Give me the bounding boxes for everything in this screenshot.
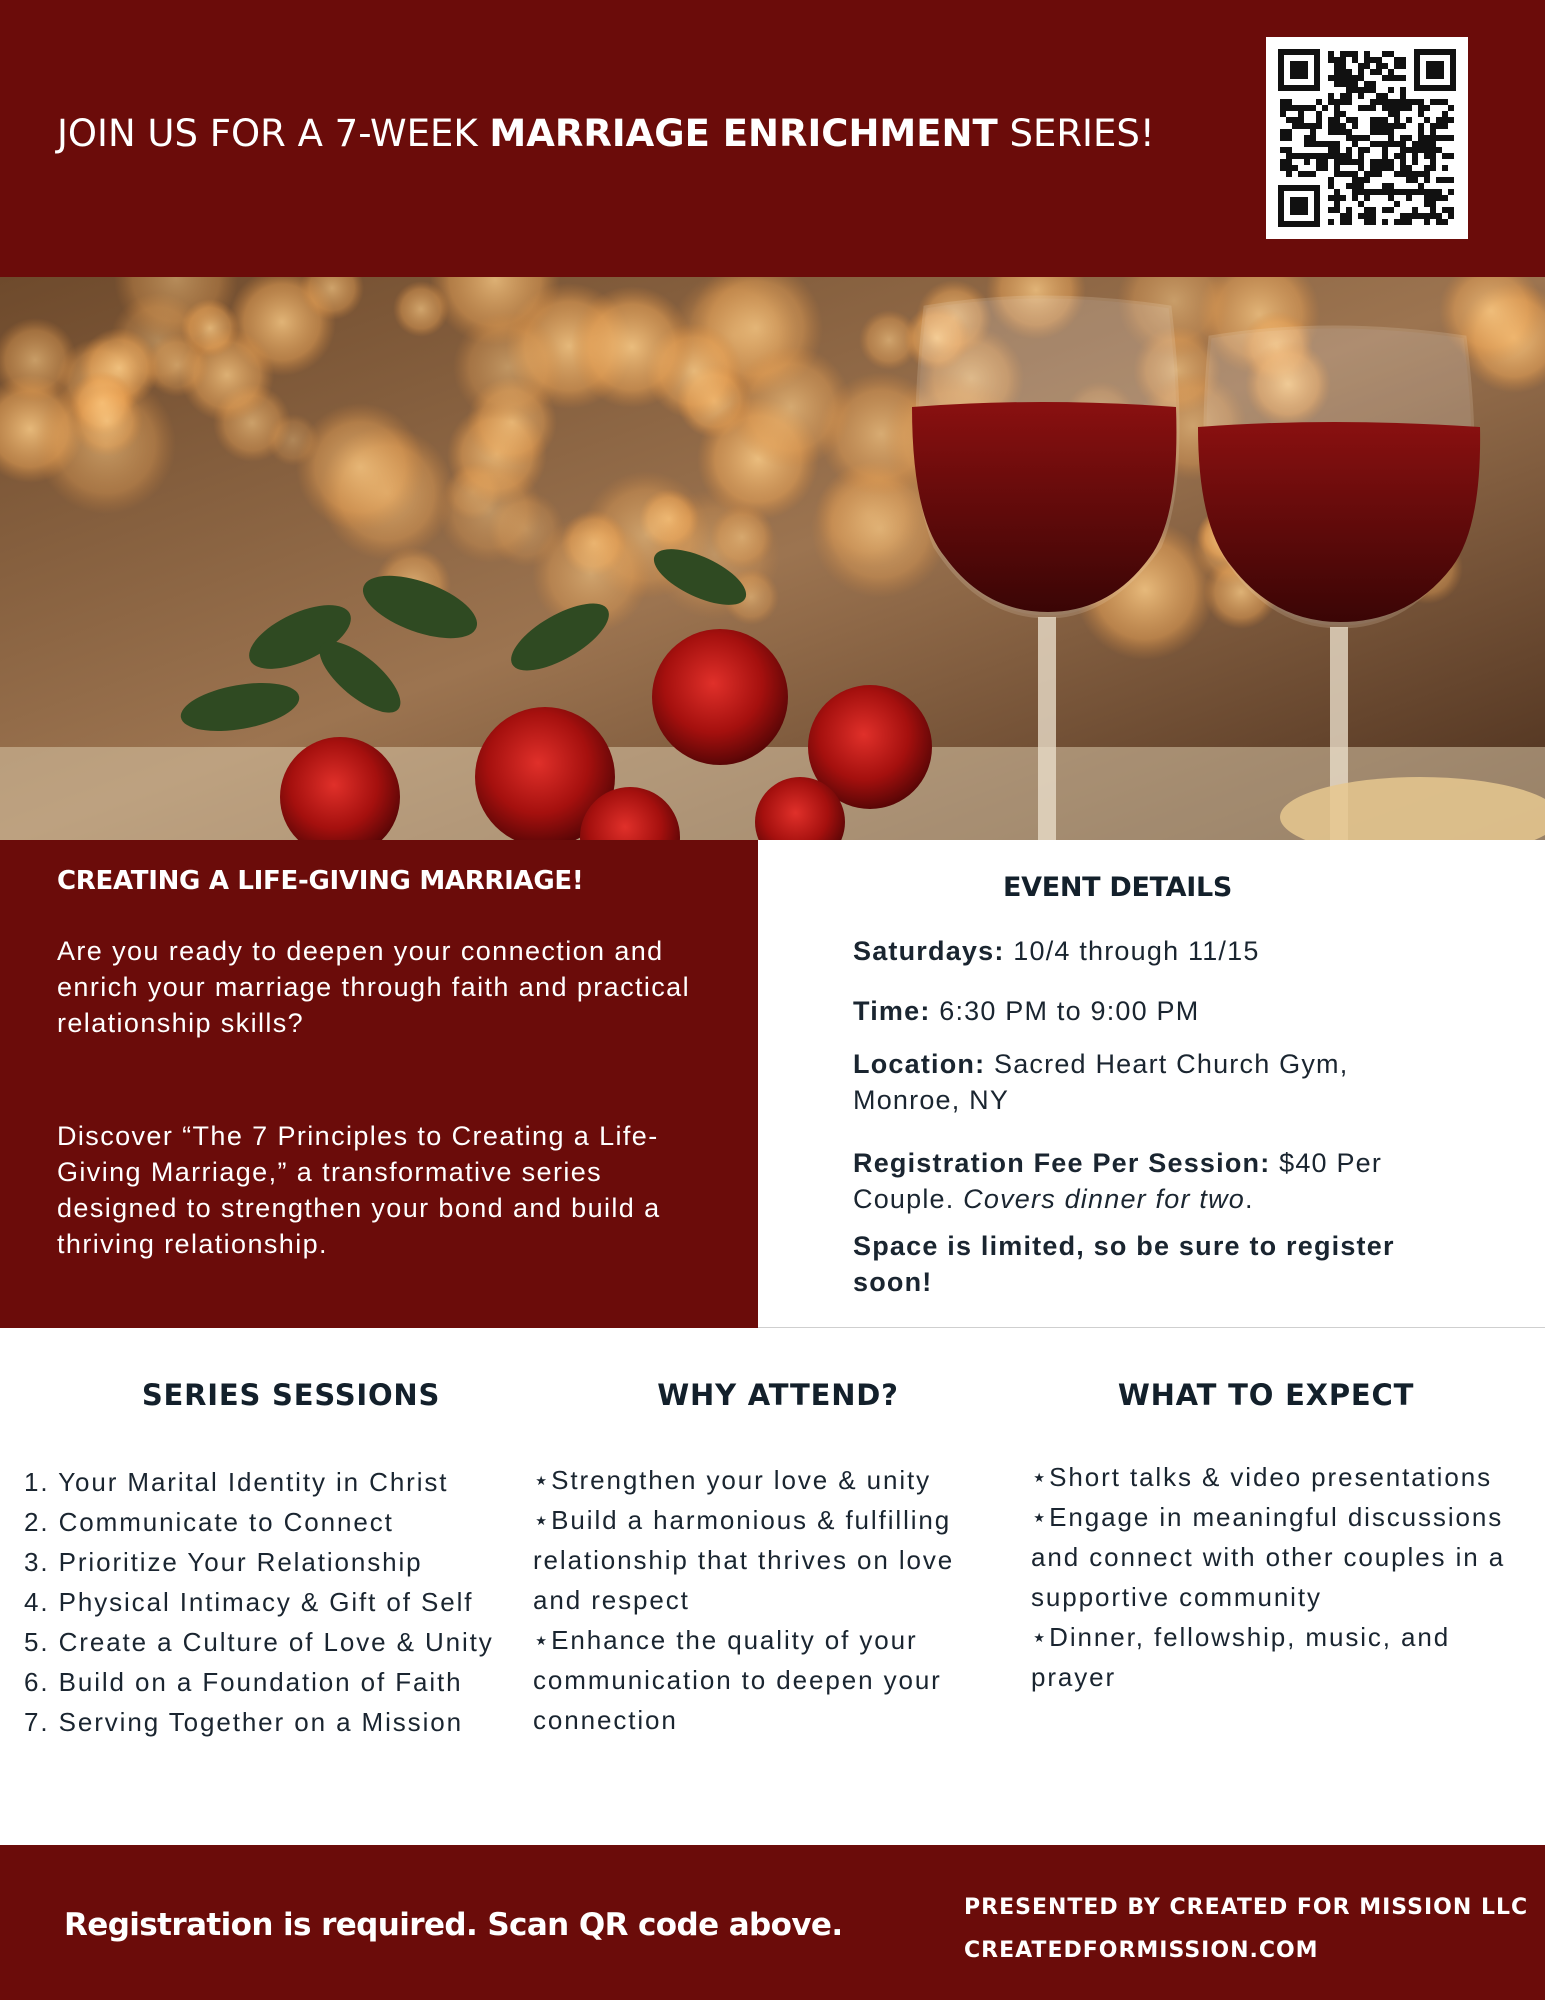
hero-image <box>0 277 1545 840</box>
detail-label: Location: <box>853 1049 986 1079</box>
list-item: 7. Serving Together on a Mission <box>24 1707 463 1737</box>
event-details-heading: EVENT DETAILS <box>1002 872 1233 903</box>
sessions-list <box>24 1462 524 1742</box>
detail-location <box>853 1046 1443 1118</box>
qr-code-icon[interactable] <box>1266 37 1468 239</box>
list-item: 3. Prioritize Your Relationship <box>24 1547 423 1577</box>
list-item: ⋆Engage in meaningful discussions and connect with other couples in a supportive community <box>1031 1502 1506 1612</box>
detail-value: Sacred Heart Church Gym, Monroe, NY <box>853 1049 1349 1115</box>
list-item: 1. Your Marital Identity in Christ <box>24 1467 449 1497</box>
detail-fee: Registration Fee Per Session: $40 Per Couple. Covers dinner for two. <box>853 1148 1383 1214</box>
registration-note: Registration is required. Scan QR code above. <box>64 1907 843 1943</box>
list-item: 5. Create a Culture of Love & Unity <box>24 1627 494 1657</box>
series-sessions-heading: SERIES SESSIONS <box>141 1378 441 1412</box>
wine-roses-photo <box>0 277 1545 840</box>
space-limited-note: Space is limited, so be sure to register soon! <box>853 1231 1395 1297</box>
list-item: ⋆Build a harmonious & fulfilling relationship that thrives on love and respect <box>533 1505 955 1615</box>
list-item: 2. Communicate to Connect <box>24 1507 394 1537</box>
presented-by: PRESENTED BY CREATED FOR MISSION LLC <box>964 1895 1529 1920</box>
website-link[interactable]: CREATEDFORMISSION.COM <box>964 1938 1319 1963</box>
list-item: 6. Build on a Foundation of Faith <box>24 1667 463 1697</box>
detail-value: 10/4 through 11/15 <box>1004 936 1260 966</box>
list-item: ⋆Enhance the quality of your communication to deepen your connection <box>533 1625 942 1735</box>
list-item: ⋆Short talks & video presentations <box>1031 1462 1492 1492</box>
detail-value: 6:30 PM to 9:00 PM <box>930 996 1200 1026</box>
list-item: ⋆Dinner, fellowship, music, and prayer <box>1031 1622 1451 1692</box>
detail-label: Time: <box>853 996 931 1026</box>
detail-label: Registration Fee Per Session: <box>853 1148 1271 1178</box>
intro-heading: CREATING A LIFE-GIVING MARRIAGE! <box>57 866 584 896</box>
qr-code-graphic <box>1278 49 1456 227</box>
list-item: 4. Physical Intimacy & Gift of Self <box>24 1587 474 1617</box>
what-to-expect-heading: WHAT TO EXPECT <box>1117 1378 1415 1412</box>
intro-paragraph: Are you ready to deepen your connection and enrich your marriage through faith and practical relationship skills? <box>57 936 690 1038</box>
detail-dates <box>853 933 1443 969</box>
why-attend-list <box>533 1460 1003 1740</box>
intro-paragraph: Discover “The 7 Principles to Creating a Life-Giving Marriage,” a transformative series designed to strengthen your bond and build a thriving relationship. <box>57 1121 661 1259</box>
detail-value: $40 Per Couple. <box>853 1148 1383 1214</box>
page-title: JOIN US FOR A 7-WEEK MARRIAGE ENRICHMENT SERIES! <box>57 112 1155 155</box>
detail-label: Saturdays: <box>853 936 1005 966</box>
detail-time <box>853 993 1443 1029</box>
what-to-expect-list <box>1031 1457 1541 1697</box>
why-attend-heading: WHY ATTEND? <box>657 1378 899 1412</box>
list-item: ⋆Strengthen your love & unity <box>533 1465 932 1495</box>
detail-note: Covers dinner for two <box>963 1184 1245 1214</box>
